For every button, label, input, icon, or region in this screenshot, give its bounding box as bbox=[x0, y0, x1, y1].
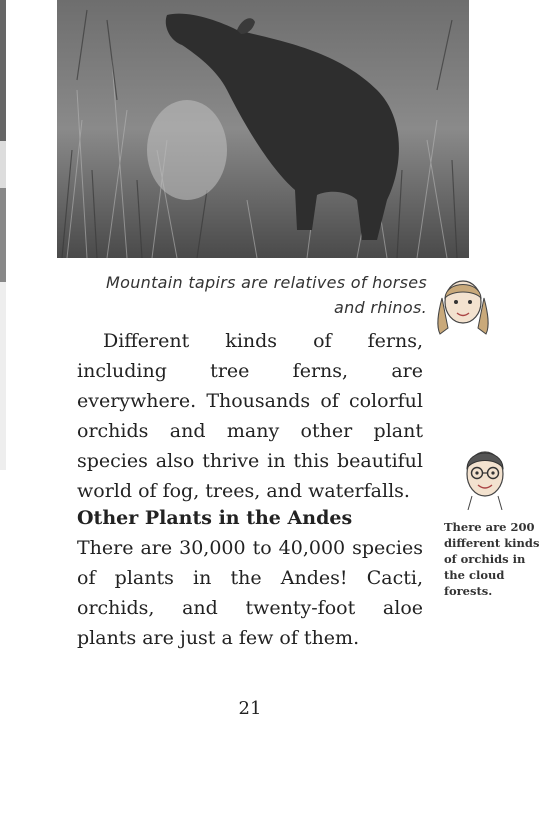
body-paragraph: Different kinds of ferns, including tree ferns, are everywhere. Thousands of colorful orchids and many other plant species also thrive in this beautiful world of fog, trees, and waterfalls. bbox=[77, 330, 423, 502]
boy-cartoon-icon bbox=[458, 440, 512, 510]
photo-caption: Mountain tapirs are relatives of horses and rhinos. bbox=[106, 273, 427, 317]
tapir-illustration bbox=[57, 0, 469, 258]
section-heading: Other Plants in the Andes bbox=[77, 507, 353, 529]
adjacent-page-edge bbox=[0, 0, 6, 470]
section-paragraph: There are 30,000 to 40,000 species of plants in the Andes! Cacti, orchids, and twenty-foot aloe plants are just a few of them. bbox=[77, 537, 423, 649]
page-number: 21 bbox=[238, 698, 262, 719]
tapir-photo bbox=[57, 0, 469, 258]
girl-cartoon-icon bbox=[434, 268, 492, 338]
sidebar-fact: There are 200 different kinds of orchids in the cloud forests. bbox=[444, 520, 540, 598]
